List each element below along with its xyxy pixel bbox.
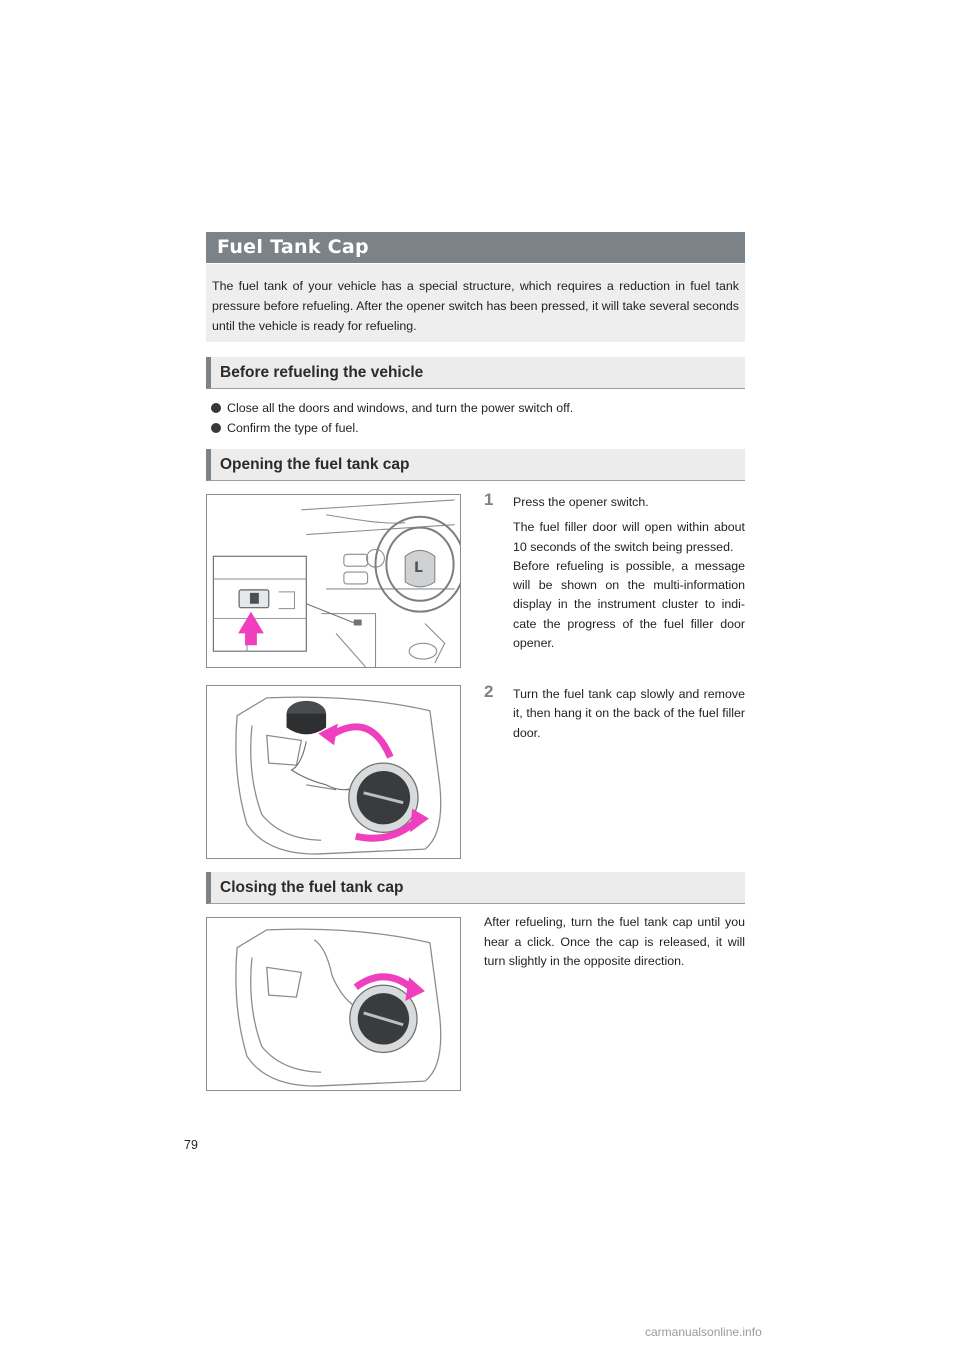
section-intro: The fuel tank of your vehicle has a special structure, which requires a reduction in fuel tank pressure before refueling. After the opener switch has been pressed, it will take several seconds until the vehicle is ready for refueling.: [206, 264, 745, 342]
fuel-cap-icon: [207, 918, 460, 1090]
dashboard-icon: [207, 495, 460, 667]
remove-cap-illustration: [206, 685, 461, 859]
list-item: Confirm the type of fuel.: [210, 418, 745, 438]
closing-text: After refueling, turn the fuel tank cap until you hear a click. Once the cap is released, it will turn slightly in the opposite direction.: [484, 915, 745, 969]
step-detail: The fuel filler door will open within about 10 seconds of the switch being pressed.: [513, 520, 745, 554]
step-number: 2: [484, 682, 494, 701]
page-number: 79: [184, 1138, 198, 1152]
subheading-opening: Opening the fuel tank cap: [206, 449, 745, 481]
fuel-cap-icon: [207, 686, 460, 858]
step-number: 1: [484, 490, 494, 509]
step-instruction: Press the opener switch.: [513, 495, 649, 509]
before-refueling-list: [210, 398, 745, 438]
close-cap-illustration: [206, 917, 461, 1091]
section-title: Fuel Tank Cap: [206, 232, 745, 263]
step-2: [484, 682, 745, 743]
opener-switch-illustration: [206, 494, 461, 668]
watermark: carmanualsonline.info: [645, 1325, 762, 1339]
list-item: Close all the doors and windows, and turn the power switch off.: [210, 398, 745, 418]
subheading-closing: Closing the fuel tank cap: [206, 872, 745, 904]
svg-text:L: L: [414, 560, 423, 577]
subheading-before-refueling: Before refueling the vehicle: [206, 357, 745, 389]
step-details: [484, 518, 745, 653]
step-detail: Before refueling is possible, a message will be shown on the multi-information display in the instrument cluster to indi-cate the progress of the fuel filler door opener.: [513, 558, 745, 651]
step-1: [484, 490, 745, 653]
step-instruction: Turn the fuel tank cap slowly and remove it, then hang it on the back of the fuel filler door.: [513, 687, 745, 740]
